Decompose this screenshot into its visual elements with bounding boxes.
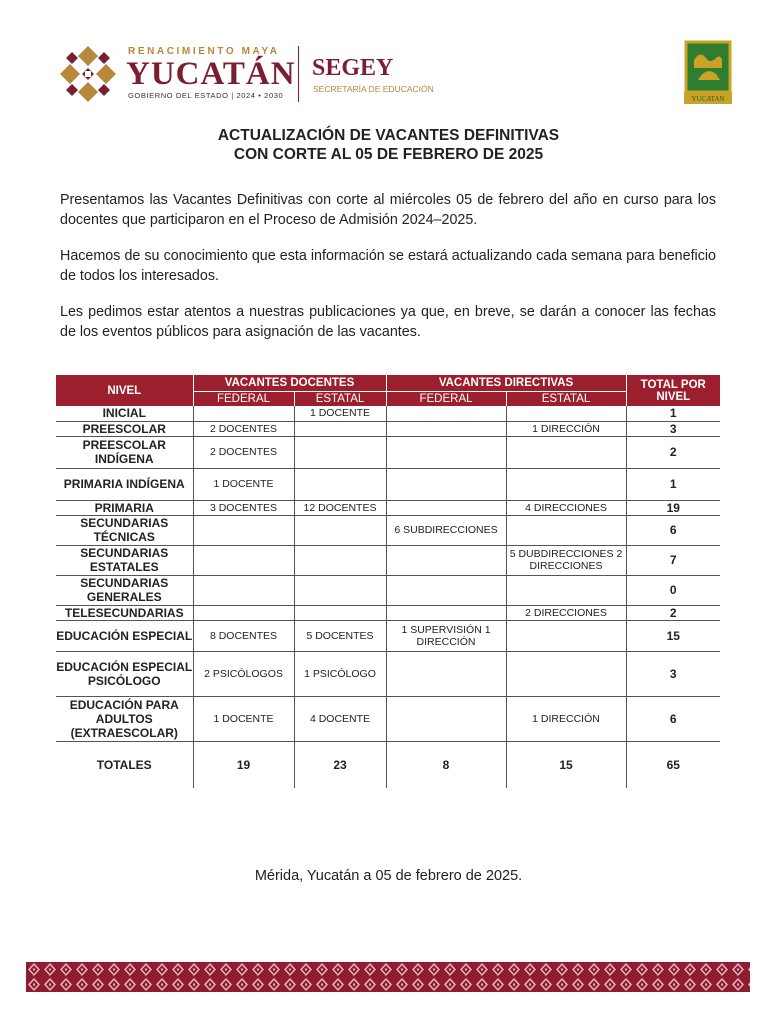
group-directivas-header: VACANTES DIRECTIVAS xyxy=(386,375,626,392)
dir-fed-cell xyxy=(386,545,506,575)
doc-fed-cell: 2 PSICÓLOGOS xyxy=(193,651,294,696)
total-cell: 15 xyxy=(626,620,720,651)
table-row xyxy=(56,545,720,575)
doc-fed-cell: 2 DOCENTES xyxy=(193,421,294,436)
totales-dir-est-cell: 15 xyxy=(506,741,626,788)
dir-fed-cell xyxy=(386,651,506,696)
doc-est-cell: 5 DOCENTES xyxy=(294,620,386,651)
nivel-cell: SECUNDARIAS ESTATALES xyxy=(56,545,193,575)
table-row xyxy=(56,421,720,436)
totales-label-cell: TOTALES xyxy=(56,741,193,788)
table-row xyxy=(56,575,720,605)
table-row xyxy=(56,605,720,620)
nivel-cell: PREESCOLAR xyxy=(56,421,193,436)
total-cell: 1 xyxy=(626,468,720,500)
nivel-cell: EDUCACIÓN PARA ADULTOS (EXTRAESCOLAR) xyxy=(56,696,193,741)
dir-fed-cell: 1 SUPERVISIÓN 1 DIRECCIÓN xyxy=(386,620,506,651)
place-date: Mérida, Yucatán a 05 de febrero de 2025. xyxy=(254,868,523,884)
title-line-2: CON CORTE AL 05 DE FEBRERO DE 2025 xyxy=(233,146,544,163)
dir-est-cell xyxy=(506,436,626,468)
doc-fed-cell: 1 DOCENTE xyxy=(193,468,294,500)
doc-fed-cell: 8 DOCENTES xyxy=(193,620,294,651)
group-docentes-header: VACANTES DOCENTES xyxy=(193,375,386,392)
doc-est-cell xyxy=(294,545,386,575)
shield-label: YUCATAN xyxy=(691,95,725,103)
dir-fed-cell: 6 SUBDIRECCIONES xyxy=(386,515,506,545)
nivel-cell: EDUCACIÓN ESPECIAL PSICÓLOGO xyxy=(56,651,193,696)
total-cell: 3 xyxy=(626,421,720,436)
dir-est-cell: 1 DIRECCIÓN xyxy=(506,696,626,741)
sub-federal-docentes: FEDERAL xyxy=(193,392,294,407)
nivel-cell: SECUNDARIAS GENERALES xyxy=(56,575,193,605)
table-row xyxy=(56,651,720,696)
secretaria-label: SECRETARÍA DE EDUCACIÓN xyxy=(313,84,434,94)
col-nivel-header: NIVEL xyxy=(56,375,193,406)
doc-est-cell xyxy=(294,605,386,620)
dir-est-cell: 4 DIRECCIONES xyxy=(506,500,626,515)
total-cell: 7 xyxy=(626,545,720,575)
decorative-footer-band xyxy=(26,962,750,992)
dir-est-cell xyxy=(506,651,626,696)
dir-fed-cell xyxy=(386,436,506,468)
table-row xyxy=(56,500,720,515)
dir-fed-cell xyxy=(386,421,506,436)
col-total-header: TOTAL POR NIVEL xyxy=(626,375,720,406)
doc-fed-cell: 1 DOCENTE xyxy=(193,696,294,741)
doc-est-cell: 1 PSICÓLOGO xyxy=(294,651,386,696)
table-row xyxy=(56,436,720,468)
doc-est-cell xyxy=(294,421,386,436)
dir-est-cell xyxy=(506,468,626,500)
renacimiento-maya-label: RENACIMIENTO MAYA xyxy=(128,46,280,57)
doc-fed-cell: 2 DOCENTES xyxy=(193,436,294,468)
dir-est-cell xyxy=(506,515,626,545)
sub-federal-directivas: FEDERAL xyxy=(386,392,506,407)
doc-est-cell xyxy=(294,436,386,468)
doc-fed-cell xyxy=(193,575,294,605)
dir-est-cell xyxy=(506,406,626,421)
gobierno-label: GOBIERNO DEL ESTADO | 2024 • 2030 xyxy=(128,91,284,100)
doc-fed-cell: 3 DOCENTES xyxy=(193,500,294,515)
yucatan-shield-icon xyxy=(682,40,734,106)
total-cell: 1 xyxy=(626,406,720,421)
total-cell: 19 xyxy=(626,500,720,515)
table-row xyxy=(56,468,720,500)
totales-doc-est-cell: 23 xyxy=(294,741,386,788)
intro-paragraph: Presentamos las Vacantes Definitivas con corte al miércoles 05 de febrero del año en curso para los docentes que participaron en el Proceso de Admisión 2024–2025. xyxy=(60,192,716,228)
doc-est-cell: 12 DOCENTES xyxy=(294,500,386,515)
dir-est-cell: 2 DIRECCIONES xyxy=(506,605,626,620)
doc-est-cell xyxy=(294,468,386,500)
total-cell: 2 xyxy=(626,605,720,620)
doc-est-cell: 4 DOCENTE xyxy=(294,696,386,741)
nivel-cell: PRIMARIA INDÍGENA xyxy=(56,468,193,500)
totales-total-cell: 65 xyxy=(666,757,680,772)
totales-row xyxy=(56,741,720,788)
dir-fed-cell xyxy=(386,406,506,421)
dir-fed-cell xyxy=(386,605,506,620)
total-cell: 0 xyxy=(626,575,720,605)
total-cell: 2 xyxy=(626,436,720,468)
nivel-cell: INICIAL xyxy=(56,406,193,421)
nivel-cell: PRIMARIA xyxy=(56,500,193,515)
vacantes-table xyxy=(56,375,720,788)
totales-doc-fed-cell: 19 xyxy=(193,741,294,788)
page-header xyxy=(0,0,777,120)
dir-fed-cell xyxy=(386,500,506,515)
doc-fed-cell xyxy=(193,406,294,421)
total-cell: 6 xyxy=(626,515,720,545)
dir-fed-cell xyxy=(386,696,506,741)
doc-est-cell: 1 DOCENTE xyxy=(294,406,386,421)
dir-est-cell: 1 DIRECCIÓN xyxy=(506,421,626,436)
table-row xyxy=(56,406,720,421)
dir-est-cell xyxy=(506,575,626,605)
yucatan-wordmark: YUCATÁN xyxy=(126,56,296,92)
nivel-cell: EDUCACIÓN ESPECIAL xyxy=(56,620,193,651)
sub-estatal-docentes: ESTATAL xyxy=(294,392,386,407)
doc-est-cell xyxy=(294,575,386,605)
total-cell: 3 xyxy=(626,651,720,696)
table-body xyxy=(56,406,720,788)
doc-fed-cell xyxy=(193,545,294,575)
segey-wordmark: SEGEY xyxy=(312,55,394,81)
table-row xyxy=(56,515,720,545)
dir-fed-cell xyxy=(386,575,506,605)
sub-estatal-directivas: ESTATAL xyxy=(506,392,626,407)
totales-dir-fed-cell: 8 xyxy=(386,741,506,788)
doc-est-cell xyxy=(294,515,386,545)
table-row xyxy=(56,696,720,741)
table-row xyxy=(56,620,720,651)
title-line-1: ACTUALIZACIÓN DE VACANTES DEFINITIVAS xyxy=(217,127,560,144)
nivel-cell: SECUNDARIAS TÉCNICAS xyxy=(56,515,193,545)
dir-est-cell xyxy=(506,620,626,651)
dir-est-cell: 5 DUBDIRECCIONES 2 DIRECCIONES xyxy=(506,545,626,575)
nivel-cell: TELESECUNDARIAS xyxy=(56,605,193,620)
yucatan-logo-icon xyxy=(58,44,118,104)
dir-fed-cell xyxy=(386,468,506,500)
nivel-cell: PREESCOLAR INDÍGENA xyxy=(56,436,193,468)
total-cell: 6 xyxy=(626,696,720,741)
update-paragraph: Hacemos de su conocimiento que esta información se estará actualizando cada semana para beneficio de todos los interesados. xyxy=(60,248,716,284)
header-divider xyxy=(298,46,299,102)
doc-fed-cell xyxy=(193,515,294,545)
page-title xyxy=(0,126,777,164)
doc-fed-cell xyxy=(193,605,294,620)
notice-paragraph: Les pedimos estar atentos a nuestras publicaciones ya que, en breve, se darán a conocer las fechas de los eventos públicos para asignación de las vacantes. xyxy=(60,304,716,340)
